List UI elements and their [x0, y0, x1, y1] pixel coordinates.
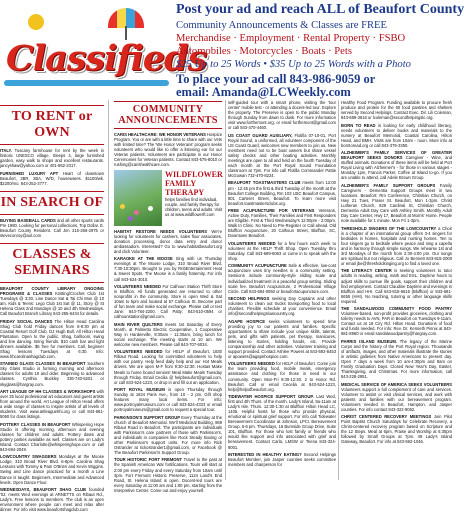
classified-ad — [114, 229, 222, 254]
ad-body: Join Pilot Point Baptist Church Saturdays for Celebrate Recovery, a Christ-centered recovery program based on Scripture and the 12 Steps. Meal at 6pm, Praise and Worship at 6:30pm followed by Small Groups at 7pm. 49 Lady's Island Gateway, Beaufort. For info at 843-592-1046. — [341, 414, 452, 445]
column-1 — [0, 100, 105, 512]
paid-categories-line: Merchandise · Employment · Rental Property · FSBO — [176, 33, 406, 44]
classified-ad — [341, 150, 452, 180]
column-2 — [114, 100, 223, 493]
classified-ad — [0, 454, 104, 484]
classified-ad — [341, 268, 452, 303]
classified-ad — [228, 452, 336, 467]
community-ads — [114, 229, 222, 493]
flower-icon — [148, 206, 153, 211]
pricing-line: $25 Up to 25 Words • $35 Up to 25 Words with a Photo — [176, 59, 411, 70]
ad-body: Caregiver - Wine, and stuffed animals. Donations of these items will be held at Port Royal Living with Alzheimer's - for those in various stages - Monday 1pm, Francis Parker, Coffee at Island to-go. If you are unable to attend, call Adele Brown Group. — [341, 155, 452, 181]
ad-heading: FRIDAY SOCIAL DANCES — [0, 318, 53, 324]
ad-body: for a few hours each week to volunteer at the HELP Thrift Shop. Open Tuesday thru Saturday. Call 843-689-6063 or come in to speak with the shop. — [228, 240, 336, 261]
class-ads — [0, 286, 104, 512]
ad-body: The legacy of the Marine Corps and the history of the Port Royal region. Thousands of artifacts, images, and other materials illustrate the stories in artistic galleries from Native Americans to present day. Open 7 days a week from 10 am-4:30pm and 8am on Family Graduation Days. Closed New Year's Day, Easter, Thanksgiving, and Christmas. For more information, call 843-228-2951. — [341, 338, 453, 380]
ad-body: Family Caregivers - Dementia Support Groups meet in two locations. Beaufort: Rm Conference, Christian Church, on Hwy 21 Tues, Fraser St. Beaufort, Mon 1-3pm. Christ Lutheran Church, 829 Cardinal St, Christian Church, Dementia Adult Day Care with Ashley Smith. Monthly Adult Day Care Center, Hwy 17, Beaufort at Morris' Home. People note available for 1 minute. Mon Fri 1-3pm. — [341, 182, 452, 224]
classified-ad — [228, 100, 336, 130]
section-heading-search: IN SEARCH OF — [0, 191, 104, 215]
ad-body: Last Wed, first and 4th Thurs. of the month. Lady's Island, 9a-11am at Lady's Isle. Thurs. 12:30-1:30 at Bluffton Hilton Head LC, 1405. Helpful hosts for those who provide physical, emotional or spiritual grief support. For info call Tidewater Bereavement Coordinator at Johnson, LPCI. Bereavement Group, 5-6 pm. Thursdays, 16 Burnside Group Drive, Suite 101, Bluffton. For those who lost family or friends who would like support and info associated with grief and bereavement. Contact Carla, LMSW or Teena 843-324-9001. — [228, 394, 336, 450]
classified-ad — [0, 171, 104, 186]
ad-body: is open Thursday through Sunday at 1634 Paris Ave., from 10 - 2 pm. Gift shop features many local items. For info: www.portroyalmuseum.com or call 843-524-4333 or email portroyalmuseum@gmail.com to request a special tour. — [114, 387, 222, 413]
classified-ad — [114, 284, 222, 319]
community-ads-top — [114, 132, 222, 167]
classified-ad — [228, 133, 336, 178]
ad-heading: VOLUNTEERS NEEDED — [114, 283, 161, 289]
classified-ad — [228, 361, 336, 391]
classified-ad — [0, 286, 104, 316]
classified-ad — [341, 306, 452, 336]
classified-ad — [0, 487, 104, 512]
classified-ad — [114, 387, 222, 412]
ad-heading: FURNISHED LUXURY APT — [0, 170, 59, 176]
ad-body: for HELP of Beaufort, 1830 Ribaut Road. Looking for committed volunteers to help with our pantry. Help feed daily help and our Hot Meals drivers. We are open M-F from 9:30-12:30. Hostas Make Meals to home bound seniors! Meal Make Meals Tuesday through Friday. Email Cecilia @ helpbeaufort@gmail.com, or call 843-524-1223, or drop in and fill out an application. — [114, 349, 222, 385]
column-divider — [338, 100, 339, 480]
ad-heading: BORN TO READ — [341, 122, 376, 128]
ad-heading: MAIN RIVER QUILTERS — [114, 321, 163, 327]
classified-ad — [0, 319, 104, 359]
classified-ad — [114, 415, 222, 455]
classified-ad — [228, 208, 336, 238]
classified-ad — [114, 322, 222, 347]
ad-heading: BUYING BASEBALL CARDS — [0, 217, 56, 223]
wildflower-title: WILDFLOWER FAMILY THERAPY — [165, 169, 223, 197]
classified-ad — [114, 349, 222, 384]
ad-body: is looking for early childhood literacy, needs volunteers to deliver books and materials to the nursery at Beaufort Memorial, Coastal Carolina, Hilton Head, and BMH. Visits are from 10am - noon. More info at borntoread.org or call 843-379-3350. — [341, 122, 452, 148]
ad-body: We're looking for volunteers for cashiers, sales floor associates, donation processing, donor data entry and donor ambassadors. Interested? Go to www.habitatbeaufort.org and click Volunteer. — [114, 228, 223, 254]
ad-heading: WEDNESDAYS, BEAUFORT SHAG CLUB — [0, 486, 86, 492]
ad-heading: TIDEWATER HOSPICE SUPPORT GROUP. — [228, 394, 314, 400]
ad-heading: AGAPE HOSPICE — [228, 318, 266, 324]
ad-body: for HELP of Beaufort. Come join the team providing food, mobile meals, emergency assistance and clothing for those in need in our community. Open Mon-Fri 9:30-12:30. 2 to Honor Rd. Beaufort. Call or email Cecelia at 843-524-1223, help@helpofbeaufort.org. — [228, 361, 336, 392]
classified-ad — [228, 180, 336, 205]
classified-ad — [228, 296, 336, 316]
vehicle-categories-line: Automobiles · Motorcycles · Boats · Pets — [176, 46, 352, 57]
wave-icon — [4, 80, 169, 86]
ad-body: Sing with us Thursday evenings at The Moose Lodge, 310 Broad River Blvd, 7:30-10:30pm. Brought to you by RnbEntertainment Heat & Sweet Spots. The Moose is a family fraternity. For info call 843-524-3010. — [114, 256, 222, 282]
ad-body: with over 25 local professional art educators and guest artists from around the world. Art League of Hilton Head offers a wide range of classes to inspire artists of all levels of students. Visit www.artleaguehhi.org or call 843-681-5060 for class listings. — [0, 388, 104, 420]
ad-heading: COMMUNITY ACUPUNCTURE — [228, 263, 287, 269]
classified-ad — [0, 218, 104, 238]
classified-ad — [341, 183, 452, 223]
section-heading-rent: TO RENT or OWN — [0, 105, 104, 145]
ad-body: Veterans, Active Duty, Families, Their Families and First Responders are Eligible. First & Third Wednesday's 12:00pm - 2:00pm. Walk In Clinic. No Need to Pre-Register or Call ahead. Old Bluffton Acupuncture, 20 Calhoun Street, Bluffton, SC, Downtown Beaufort. — [228, 208, 336, 239]
classified-ad — [341, 414, 452, 444]
ad-body: Second Helpings Beaufort Member, join Jasper counties seeks committee members and chairperson for — [228, 451, 336, 468]
ad-body: Every Thursday at the church of Beaufort Memorial. We'll Medicinal Building, 989 Ribaut Road in Beaufort. The participants are individuals with Parkinson's care partners of those with Parkinson's, and individuals in companies like Rock Steady Boxing or other Parkinson's support units. For more info Rick Ostrander at rickostrander1@gmail.com, or Facebook @ The Beaufort Parkinson's Support Group. — [114, 414, 222, 455]
ad-heading: PARRIS ISLAND MUSEUM. — [341, 338, 397, 344]
classified-ad — [114, 132, 222, 167]
ad-body: Southern Sky Glass Studio is forming morning and afternoon classes for adults 18 and older. Beginning to advanced classes. Cynthia Buckley 336-740-5201 or skyglass@hargray.com. — [0, 361, 104, 387]
classified-ad — [341, 100, 452, 120]
column-4 — [341, 100, 452, 480]
ad-body: Heart of downtown Beaufort, 2BR, 2BA, W/D, housewares. $1100/wk. $2200/mo. 843-252-3777. — [0, 170, 104, 186]
ad-body: Whispering Hope Studio is offering morning, afternoon and evening classes for children and adults. Pottery dates and pottery parties available as well. Classes are on Lady's Island. Contact Charlotte@whisperinghope.com or call 843-694-2049. — [0, 421, 105, 452]
phone-line: To place your ad call 843-986-9059 or — [176, 72, 376, 86]
ad-heading: CARIS HEALTHCARE: WE HONOR VETERANS — [114, 132, 206, 137]
section-heading-classes: CLASSES & SEMINARS — [0, 243, 104, 283]
ad-body: Volunteer-based, non-profit provides groceries, clothing and toiletry needs to AVN, PAR in Beaufort on Tuesdays 9-11am. Contact us at 18 Ciry Rd. Hilton Head. Donations of food and funds needed. For info: Rev. Dr. Kenneth Pinnix at 843-681-8960 or email sandalwoodpantry@hargray.com. — [341, 311, 452, 337]
ad-body: For Calhoun Station Thrift Store in Bluffton. All funds generated are returned to other nonprofits in the community. Store is open Wed & Sat 10am to 5pm and located at 57 Calhoun St. Become part of fun team and make social exchange. Please call or text Jane: 843-784-2200. Call Patty: 843-510-0594 or calhounstation@gmail.com. — [114, 283, 222, 320]
search-ads — [0, 218, 104, 238]
classified-ad — [228, 394, 336, 450]
classified-ad — [341, 123, 452, 148]
ad-heading: KARAOKE AT THE MOOSE — [114, 256, 173, 262]
wildflower-ad — [114, 170, 222, 226]
ad-body: Volunteers support a full complement of care and services. Volunteer to assist or visit clinical services, and work with patients and families with our bereavement program. Volunteers needed in Beaufort, Hampton, and Jasper counties. For info contact 843-322-9062. — [341, 386, 452, 412]
ad-body: The Hilton Head Carolina Shag Club hold Friday dances from 6-9:30 pm at Coastal Resort Golf Club. DJ Hugh Bull. All Hilton Head Plantation. Open to the public. Shag, ballroom, swing and line dancing. Bring friends. $10 cash bar and light dinners available. $5 free for members. Call, beginner Shag lessons Tuesdays at 6:30. Info: www.hhcarolinashagclub.com. — [0, 318, 104, 359]
ad-heading: ITALY. — [0, 148, 12, 153]
ad-heading: BEAUFORT COUNTY LIBRARY ONGOING PROGRAMS & CLASSES — [0, 285, 104, 296]
column-3 — [228, 100, 336, 480]
ad-body: Travel to the past at the Spanish American War fortifications. Tours will start at 2:00 pm every Friday and every Saturday from 10am until 3pm. Fort Fremont Historic Preserve, 1124 Land's End Road, St. Helena Island is open. Docent-led tours are every Saturday at 11:00 am and 1:00 pm, starting from the Interpretive Center. Come out and enjoy yourself. — [114, 457, 223, 493]
email-line: email: Amanda@LCWeekly.com — [176, 85, 351, 99]
section-heading-community: COMMUNITY ANNOUNCEMENTS — [114, 101, 222, 129]
ad-heading: VOLUNTEERS NEEDED — [228, 361, 275, 367]
ad-body: meets 1st Saturday of Every Month, at Palmetto Electric Cooperative, 1 Cooperative Way in Hardeeville, 9:30am - 11:30am, bring lunch for social exchange. The meeting starts at 10 am. We welcome new members. Please call 843-707-6034. — [114, 321, 222, 347]
classified-ad — [114, 457, 222, 492]
ad-heading: INTERESTED IN HEALTHY EATING? — [228, 451, 302, 457]
ad-body: founded '02, meets Wed evenings at ARNETTS on Ribaut Rd., Lady's. Free lessons to members. The club is an open environment where people can meet and relax after dinner. For info visit www.beaufortshagclub.com — [0, 486, 104, 512]
sun-icon — [28, 14, 44, 30]
wildflower-body: helps families find individual, couple, and family therapy for children, teens and adults. Visit us at www.wildflowerft.com — [165, 196, 223, 217]
ad-heading: TOUR HISTORIC FORT FREMONT — [114, 457, 183, 463]
classified-ad — [341, 226, 452, 266]
flower-icon — [120, 204, 125, 209]
ad-body: a Choir is a chapter of an international group offers 3-4 singers for bedsides in homes, hospitals and nursing homes. Ten to four singers go to bedside where peace and sing a capella and in harmony through simple songs. We rehearse 1st and 3rd Mondays of the month from 2:30-4:00 pm. Our songs are spiritual but not religious. Call Jo Bennett 843-815-2000 or email jbe@thresholdsinging.org to find a loved one. — [341, 225, 452, 266]
ad-heading: THRESHOLD SINGERS OF THE LOWCOUNTRY — [341, 225, 437, 231]
ad-heading: ALZHEIMER'S FAMILY SERVICES OF GREATER BEAUFORT SEEKS DONORS — [341, 150, 452, 161]
ad-heading: MEDICAL SERVICE OF AMERICA SEEKS VOLUNTEERS — [341, 381, 452, 387]
ad-heading: PARKINSON'S SUPPORT GROUP — [114, 414, 180, 420]
flower-icon — [134, 210, 139, 215]
community-ads-continued — [228, 100, 336, 467]
ad-body: Safe & effective, low-cost acupuncture uses tiny needles in a community setting. Sessions include community-style sliding scale and individualized treatment in a peaceful group setting. Sliding scale fee. Beaufort Acupuncture, 2 Professional Village Circle. Call 843-694-0050 or beaufortacupuncture.com. — [228, 263, 336, 294]
ad-heading: STAINED GLASS CLASSES IN BEAUFORT — [0, 361, 86, 367]
ad-body: is seeking volunteers to tutor adults in reading, writing, math and ESL. Daytime hours to adjust skills to pursue life goals, support their children and find employment. Contact Claudine Daytime and evenings in Bluffton and HHI. Call 843-815-6616 (Bluffton) or 843-681-6655 (HHI). No teaching, tutoring or other language skills required. — [341, 268, 452, 304]
ad-heading: CHRIST CENTERED RECOVERY MEETINGS — [341, 414, 432, 420]
community-ads-right — [341, 100, 452, 445]
ad-heading: POTTERY CLASSES IN BEAUFORT — [0, 421, 71, 427]
classified-ad — [114, 256, 222, 281]
masthead-headline: Post your ad and reach ALL of Beaufort County — [176, 2, 464, 17]
classified-ad — [0, 148, 104, 168]
ad-body: Flotilla 07-10-01, Port Royal Sound, a uniformed, all volunteer component of the US Coast Guard, welcomes new members to join us. New members need not to be boat owners but share vessel safety checks and other boating activities. Monthly meetings are open to all and held on the fourth Tuesday of each month at the Port Royal Sound Foundation classroom at 7pm. For info call Flotilla Commander Pattie McGowan 732-470-8224. — [228, 132, 337, 179]
ad-heading: US COAST GUARD AUXILIARY, — [228, 132, 293, 138]
ad-heading: ALZHEIMER'S FAMILY SUPPORT GROUPS — [341, 182, 436, 188]
ad-heading: HABITAT RESTORE NEEDS VOLUNTEERS — [114, 228, 208, 234]
ad-heading: VOLUNTEERS NEEDED — [114, 349, 163, 355]
ad-heading: SECOND HELPINGS — [228, 296, 270, 302]
ad-heading: PORT ROYAL MUSEUM — [114, 387, 165, 393]
classified-ad — [0, 361, 104, 386]
classified-ad — [228, 319, 336, 359]
ad-body: Tuscany farmhouse for rent by the week in historic UNESCO village. Sleeps 4, large furnished garden, easy walk to shops and excellent restaurants. jancyshaw@yahoo.com or 401-862-2317. — [0, 148, 104, 169]
ad-heading: BEAUFORT TOASTMASTERS CLUB — [228, 180, 301, 186]
ad-heading: THE SANDALWOOD COMMUNITY FOOD PANTRY — [341, 306, 452, 312]
ad-body: and all other sports cards Pre 1980. Looking for personal collections, Top Dollar. E. Beaufort County Resident. Call Jim 215-266-2975 or steveconroy@aol.com — [0, 217, 104, 238]
classified-ad — [228, 263, 336, 293]
classifieds-logo — [0, 0, 207, 96]
flower-icon — [128, 216, 133, 221]
ad-heading: LOWCOUNTRY SWAGGERS — [0, 454, 57, 460]
family-photo — [114, 170, 162, 226]
ad-body: Knitting/Crochet Club 1st Tuesdays @ 3:30, Line Dance Sat & Tai Chi Mon @ 10 am. Kids & Teens: Lego Club 1st Sat @ 11, Story @ St Helena Class 2nd Mondays @ 10 and 4th Wednesdays. Call Beaufort Branch Library 843-255-6434 for details. — [0, 290, 104, 317]
column-divider — [225, 100, 226, 480]
logo-text: Classifieds — [6, 38, 207, 79]
ad-heading: ART LEAGUE OF HH CLASSES & WORKSHOPS — [0, 388, 96, 394]
ad-body: self-guided tour with a smart phone, visiting the 'tour center' mobile test - or attending a docent-led tour. Explore the property. The Preserve is open to the public Monday through Sunday from dawn to dusk. For more information visit www.fortfremont.org, or email fortfremont@gmail.com or call 843-470-4460. — [228, 100, 336, 131]
free-categories-line: Community Announcements & Classes are FREE — [176, 20, 387, 31]
ad-body: seeks volunteers to spend time providing joy to our patients and families. Specific opportunities to share include your unique skills, talents, pets, and gifts with patients, pet therapy, manicures, listening to stories, holding hands, etc. Provide companionship and other activities. Volunteer training and support provided. Contact Ashlee Powers at 843-592-8453 or apowers@agapehospice.com. — [228, 318, 337, 359]
ad-body: Hospice Program. You or are with a little time to share with our Vets with limited time? The 'We Honor Veterans' program seeks volunteers who would like to offer a listening ear for our Veteran patients. Volunteers are participate in our Honor Ceremonies for Veteran patients. Contact 843-575-8010 or rushing@carishealthcare.com. — [114, 132, 222, 168]
classified-ad — [0, 422, 104, 452]
classified-ad — [228, 241, 336, 261]
masthead — [0, 0, 464, 99]
classified-ad — [0, 389, 104, 419]
rent-ads — [0, 148, 104, 186]
ad-body: seeking Day Captains and other volunteers to clean out trucks transporting food to local charities. Flexible schedule at your convenience. Email info@secondhelpingslowcountry.org. — [228, 296, 336, 317]
beach-umbrella-icon — [108, 8, 144, 28]
classified-ad — [341, 339, 452, 379]
column-divider — [108, 100, 109, 480]
ad-heading: FREE ACUPUNCTURE FOR VETERANS — [228, 208, 315, 214]
ad-body: Mondays at the Moose Lodge, 310 Broad River Blvd. 6-8pm. Carolina Shag Lessons with Tommy & Pam O'Brien and Kevin Wiggins. Swing and Line dance practiced for a month a Line Dance is taught. Beginners, Intermediate and Advanced levels. Open Dance Floor. — [0, 454, 105, 485]
ad-body: meets from 12:00 pm - 12:45 pm the first & third Tuesday of the month at the Beaufort College Building, Rm 103 USC Beaufort Campus, 801 Carteret Street, Beaufort. To learn more visit beaufort.toastmastersclubs.org. — [228, 180, 336, 206]
ad-body: Healthy Food Program. Funding available to procure fresh produce and protein for the 60 food pantries and shelters served by Second Helpings. Contact Exec. Dir. Lili Coleman, 843-689-3616 or lcoleman@secondhelpingslc.org. — [341, 100, 452, 121]
classified-ad — [341, 382, 452, 412]
ad-heading: VOLUNTEERS NEEDED — [228, 240, 276, 246]
ad-heading: THE LITERACY CENTER — [341, 268, 392, 274]
